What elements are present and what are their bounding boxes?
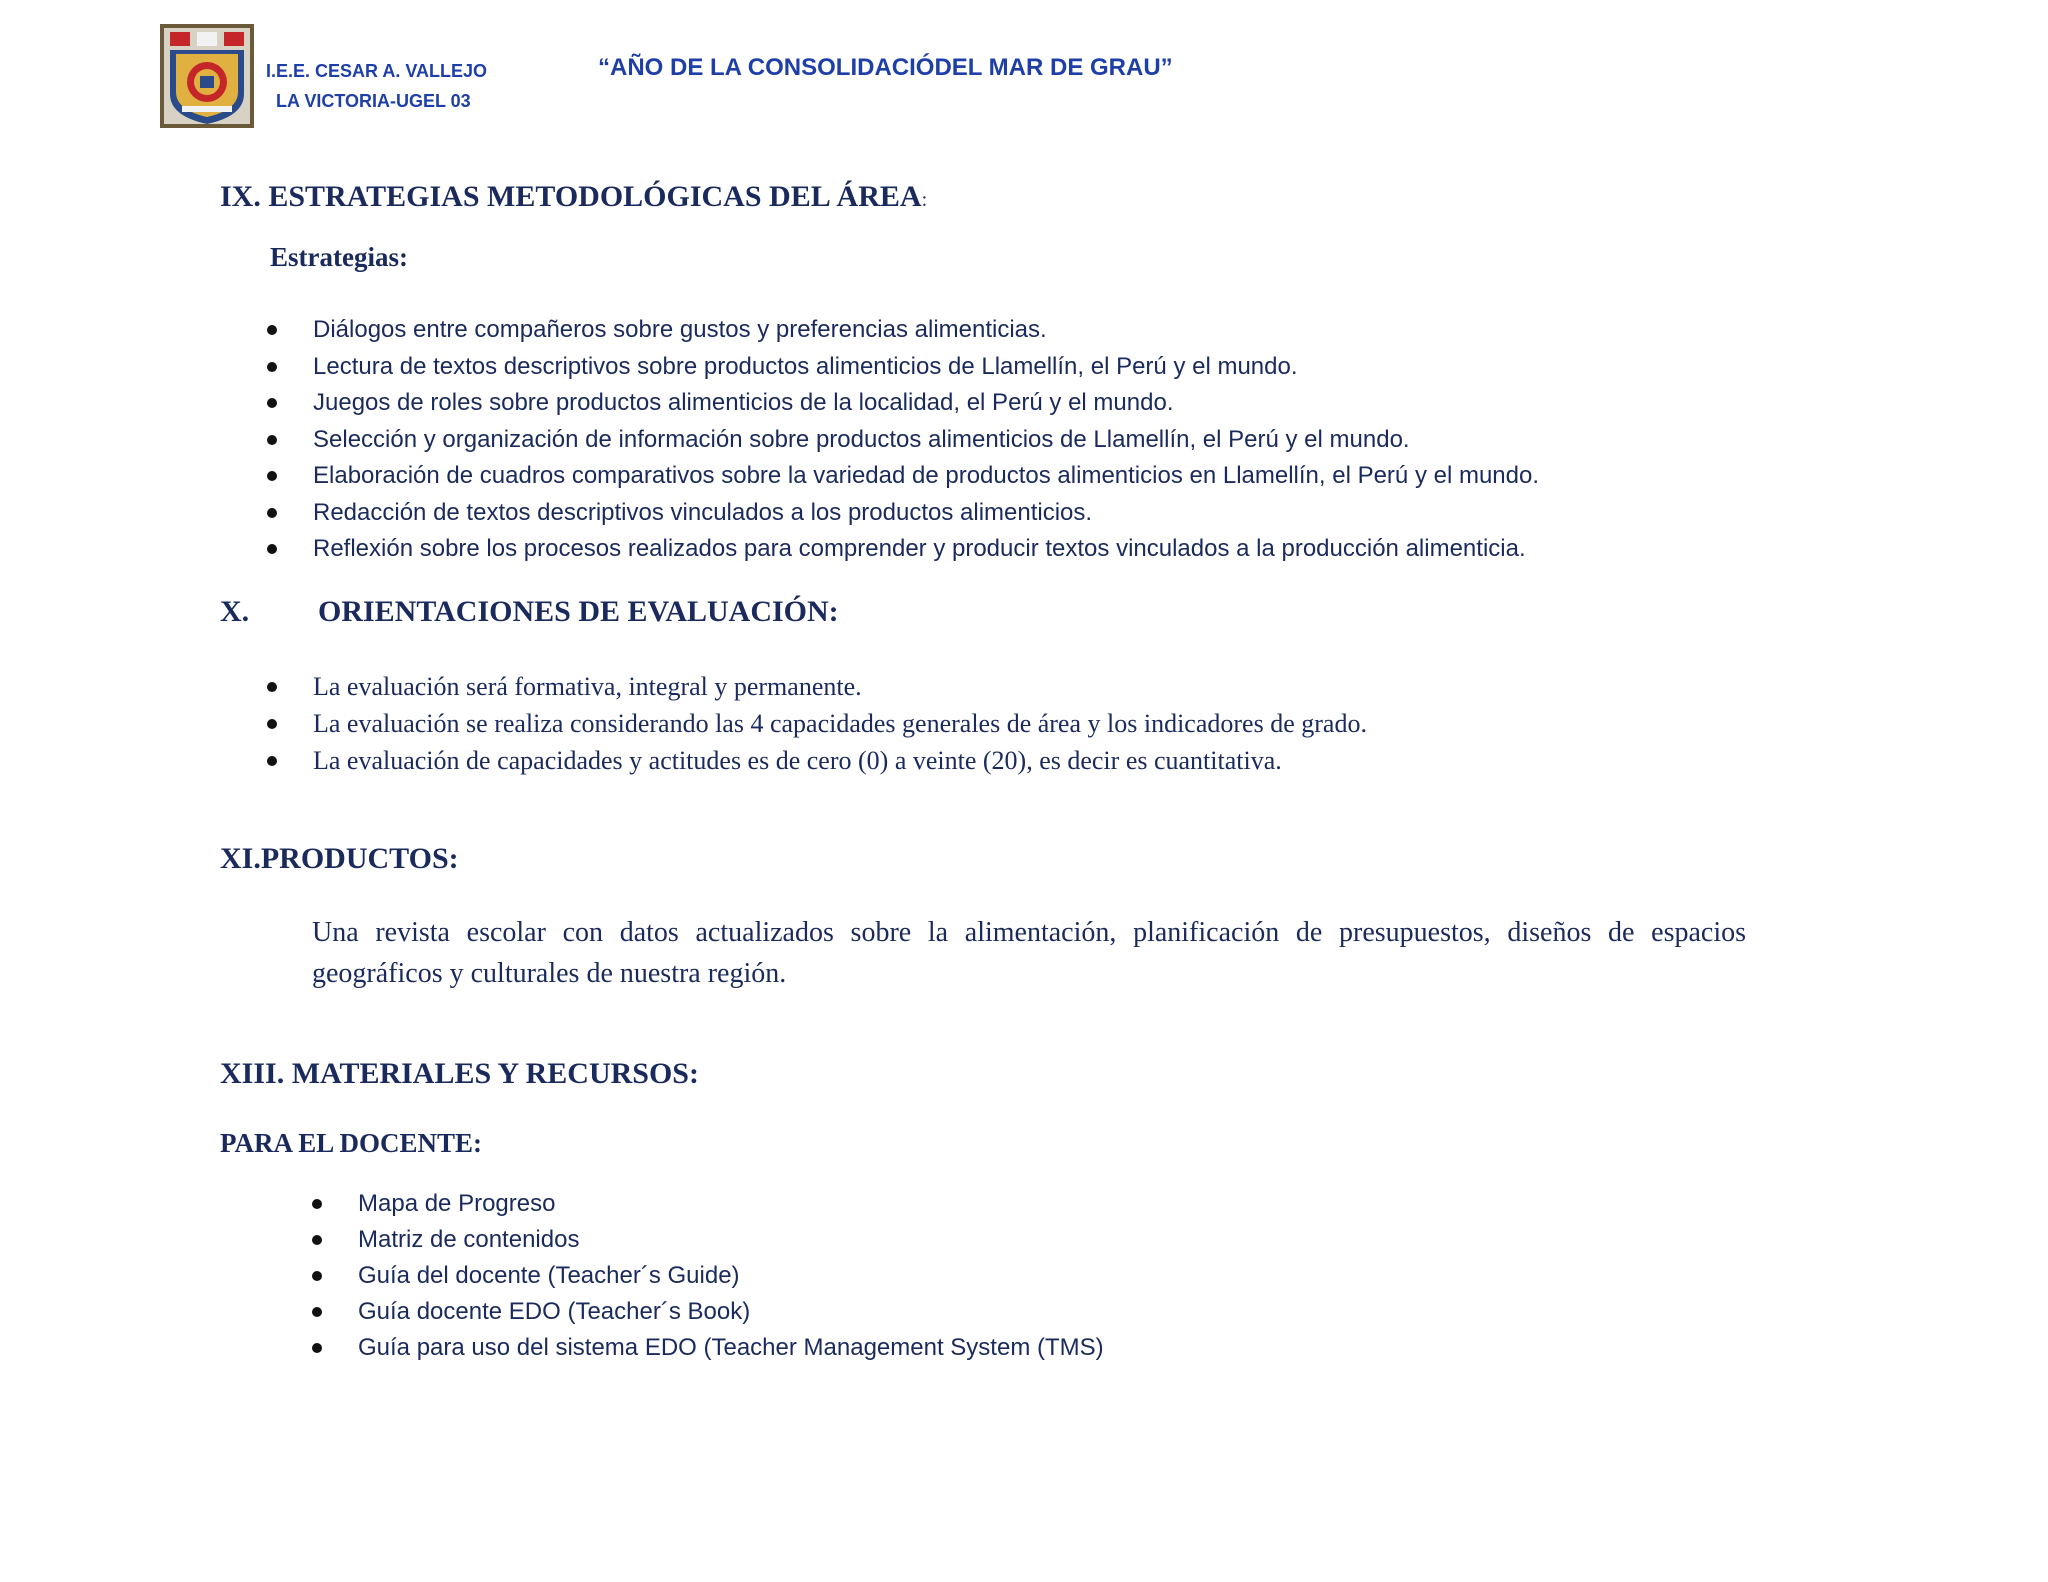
- section-x-title-text: ORIENTACIONES DE EVALUACIÓN:: [318, 595, 839, 628]
- list-item-text: Guía docente EDO (Teacher´s Book): [358, 1298, 751, 1325]
- bullet-icon: [267, 471, 277, 481]
- list-item: [313, 349, 1539, 386]
- list-item-text: Diálogos entre compañeros sobre gustos y preferencias alimenticias.: [313, 316, 1047, 343]
- list-item-text: Guía para uso del sistema EDO (Teacher Management System (TMS): [358, 1334, 1104, 1361]
- list-item: [313, 458, 1539, 495]
- list-item: [358, 1186, 1104, 1222]
- section-xi-title: XI.PRODUCTOS:: [220, 842, 459, 875]
- list-item: [313, 422, 1539, 459]
- bullet-icon: [267, 398, 277, 408]
- strategies-list: [313, 312, 1539, 568]
- list-item-text: Matriz de contenidos: [358, 1226, 580, 1253]
- bullet-icon: [312, 1235, 322, 1245]
- bullet-icon: [312, 1307, 322, 1317]
- bullet-icon: [267, 508, 277, 518]
- list-item: [313, 385, 1539, 422]
- list-item-text: Redacción de textos descriptivos vinculados a los productos alimenticios.: [313, 498, 1093, 526]
- section-ix-title-colon: :: [921, 189, 928, 211]
- list-item: [358, 1222, 1104, 1258]
- school-location: LA VICTORIA-UGEL 03: [276, 91, 471, 111]
- year-motto: “AÑO DE LA CONSOLIDACIÓDEL MAR DE GRAU”: [598, 54, 1173, 81]
- bullet-icon: [267, 362, 277, 372]
- list-item-text: Juegos de roles sobre productos alimenticios de la localidad, el Perú y el mundo.: [313, 389, 1174, 416]
- list-item-text: Mapa de Progreso: [358, 1190, 556, 1217]
- bullet-icon: [267, 325, 277, 335]
- bullet-icon: [267, 719, 277, 729]
- evaluation-list: [313, 668, 1367, 779]
- list-item: [313, 742, 1367, 779]
- section-x-number: X.: [220, 595, 250, 628]
- list-item-text: La evaluación será formativa, integral y permanente.: [313, 672, 862, 701]
- section-xiii-title: XIII. MATERIALES Y RECURSOS:: [220, 1057, 699, 1090]
- bullet-icon: [267, 682, 277, 692]
- list-item: [358, 1258, 1104, 1294]
- school-crest-icon: [160, 24, 254, 128]
- bullet-icon: [267, 756, 277, 766]
- school-name: I.E.E. CESAR A. VALLEJO: [266, 61, 488, 81]
- bullet-icon: [312, 1271, 322, 1281]
- bullet-icon: [312, 1199, 322, 1209]
- bullet-icon: [312, 1343, 322, 1353]
- list-item-text: Lectura de textos descriptivos sobre productos alimenticios de Llamellín, el Perú y el mundo.: [313, 352, 1298, 380]
- list-item: [358, 1294, 1104, 1330]
- bullet-icon: [267, 435, 277, 445]
- list-item-text: Selección y organización de información sobre productos alimenticios de Llamellín, el Perú y el mundo.: [313, 425, 1410, 453]
- list-item: [313, 705, 1367, 742]
- list-item-text: La evaluación se realiza considerando las 4 capacidades generales de área y los indicadores de grado.: [313, 709, 1367, 738]
- list-item: [313, 531, 1539, 568]
- list-item: [313, 495, 1539, 532]
- teacher-materials-list: [358, 1186, 1104, 1366]
- list-item: [358, 1330, 1104, 1366]
- list-item-text: Guía del docente (Teacher´s Guide): [358, 1262, 740, 1289]
- section-xiii-subtitle: PARA EL DOCENTE:: [220, 1128, 483, 1158]
- list-item: [313, 312, 1539, 349]
- products-paragraph: Una revista escolar con datos actualizados sobre la alimentación, planificación de presupuestos, diseños de espacios geográficos y culturales de nuestra región.: [312, 917, 1746, 989]
- list-item-text: Reflexión sobre los procesos realizados para comprender y producir textos vinculados a la producción alimenticia.: [313, 535, 1526, 562]
- section-ix-title-text: IX. ESTRATEGIAS METODOLÓGICAS DEL ÁREA: [220, 180, 922, 213]
- list-item: [313, 668, 1367, 705]
- section-x-title: [220, 595, 839, 629]
- list-item-text: La evaluación de capacidades y actitudes es de cero (0) a veinte (20), es decir es cuantitativa.: [313, 746, 1282, 775]
- section-ix-title: [220, 180, 927, 214]
- list-item-text: Elaboración de cuadros comparativos sobre la variedad de productos alimenticios en Llamellín, el Perú y el mundo.: [313, 462, 1540, 489]
- section-ix-subtitle: Estrategias:: [270, 242, 408, 272]
- bullet-icon: [267, 544, 277, 554]
